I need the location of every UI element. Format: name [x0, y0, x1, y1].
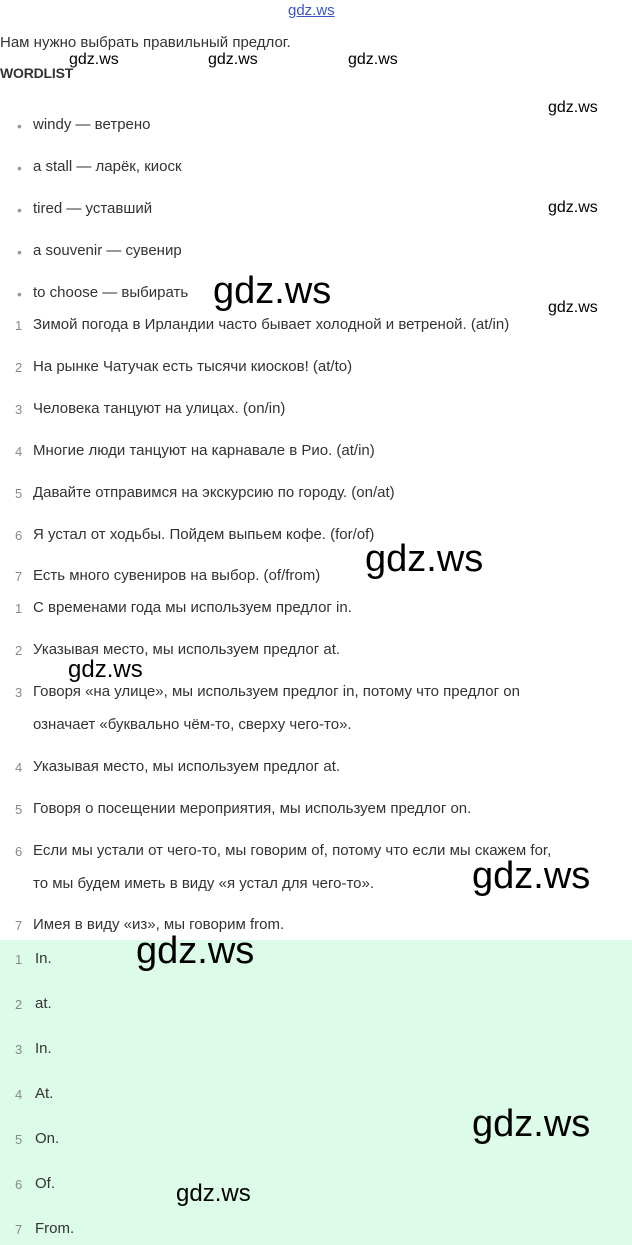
answer-block	[0, 940, 632, 1245]
watermark: gdz.ws	[208, 51, 258, 68]
watermark: gdz.ws	[348, 51, 398, 68]
bullet-icon: •	[17, 160, 22, 176]
explanation-text: Если мы устали от чего-то, мы говорим of, потому что если мы скажем for,	[33, 842, 552, 859]
explanation-text: Указывая место, мы используем предлог at.	[33, 758, 341, 775]
intro-text: Нам нужно выбрать правильный предлог.	[0, 34, 291, 51]
wordlist-item: to choose — выбирать	[33, 284, 189, 301]
explanation-text: Имея в виду «из», мы говорим from.	[33, 916, 285, 933]
item-number: 5	[15, 1132, 23, 1147]
item-number: 2	[15, 360, 23, 375]
sentence-text: На рынке Чатучак есть тысячи киосков! (at/to)	[33, 358, 353, 375]
item-number: 6	[15, 844, 23, 859]
watermark: gdz.ws	[472, 855, 591, 897]
item-number: 6	[15, 1177, 23, 1192]
answer-text: At.	[35, 1085, 54, 1102]
item-number: 7	[15, 1222, 23, 1237]
item-number: 5	[15, 486, 23, 501]
explanation-text-continued: означает «буквально чём-то, сверху чего-то».	[33, 716, 352, 733]
watermark: gdz.ws	[548, 99, 598, 116]
item-number: 7	[15, 569, 23, 584]
watermark: gdz.ws	[548, 299, 598, 316]
item-number: 2	[15, 997, 23, 1012]
explanation-text: Говоря о посещении мероприятия, мы используем предлог on.	[33, 800, 472, 817]
item-number: 3	[15, 402, 23, 417]
item-number: 7	[15, 918, 23, 933]
answer-text: On.	[35, 1130, 60, 1147]
site-link[interactable]: gdz.ws	[288, 2, 335, 19]
watermark: gdz.ws	[472, 1103, 591, 1145]
item-number: 4	[15, 760, 23, 775]
item-number: 1	[15, 952, 23, 967]
wordlist-item: a stall — ларёк, киоск	[33, 158, 182, 175]
item-number: 4	[15, 444, 23, 459]
item-number: 1	[15, 601, 23, 616]
watermark: gdz.ws	[176, 1180, 251, 1207]
explanation-text-continued: то мы будем иметь в виду «я устал для чего-то».	[33, 875, 375, 892]
item-number: 3	[15, 1042, 23, 1057]
answer-text: In.	[35, 1040, 52, 1057]
wordlist-item: tired — уставший	[33, 200, 153, 217]
item-number: 5	[15, 802, 23, 817]
item-number: 3	[15, 685, 23, 700]
item-number: 6	[15, 528, 23, 543]
answer-text: From.	[35, 1220, 75, 1237]
bullet-icon: •	[17, 202, 22, 218]
answer-text: In.	[35, 950, 52, 967]
watermark: gdz.ws	[548, 199, 598, 216]
sentence-text: Давайте отправимся на экскурсию по городу. (on/at)	[33, 484, 395, 501]
explanation-text: Говоря «на улице», мы используем предлог in, потому что предлог on	[33, 683, 520, 700]
sentence-text: Я устал от ходьбы. Пойдем выпьем кофе. (for/of)	[33, 526, 375, 543]
bullet-icon: •	[17, 118, 22, 134]
wordlist-item: a souvenir — сувенир	[33, 242, 182, 259]
sentence-text: Зимой погода в Ирландии часто бывает холодной и ветреной. (at/in)	[33, 316, 510, 333]
watermark: gdz.ws	[365, 538, 484, 580]
watermark: gdz.ws	[68, 656, 143, 683]
item-number: 4	[15, 1087, 23, 1102]
answer-text: Of.	[35, 1175, 56, 1192]
bullet-icon: •	[17, 286, 22, 302]
item-number: 1	[15, 318, 23, 333]
item-number: 2	[15, 643, 23, 658]
wordlist-item: windy — ветрено	[33, 116, 151, 133]
watermark: gdz.ws	[213, 270, 332, 312]
explanation-text: С временами года мы используем предлог in.	[33, 599, 352, 616]
sentence-text: Есть много сувениров на выбор. (of/from)	[33, 567, 321, 584]
sentence-text: Человека танцуют на улицах. (on/in)	[33, 400, 286, 417]
explanation-text: Указывая место, мы используем предлог at.	[33, 641, 341, 658]
watermark: gdz.ws	[136, 930, 255, 972]
wordlist-title: WORDLIST	[0, 65, 74, 81]
watermark: gdz.ws	[69, 51, 119, 68]
answer-text: at.	[35, 995, 52, 1012]
bullet-icon: •	[17, 244, 22, 260]
sentence-text: Многие люди танцуют на карнавале в Рио. (at/in)	[33, 442, 375, 459]
